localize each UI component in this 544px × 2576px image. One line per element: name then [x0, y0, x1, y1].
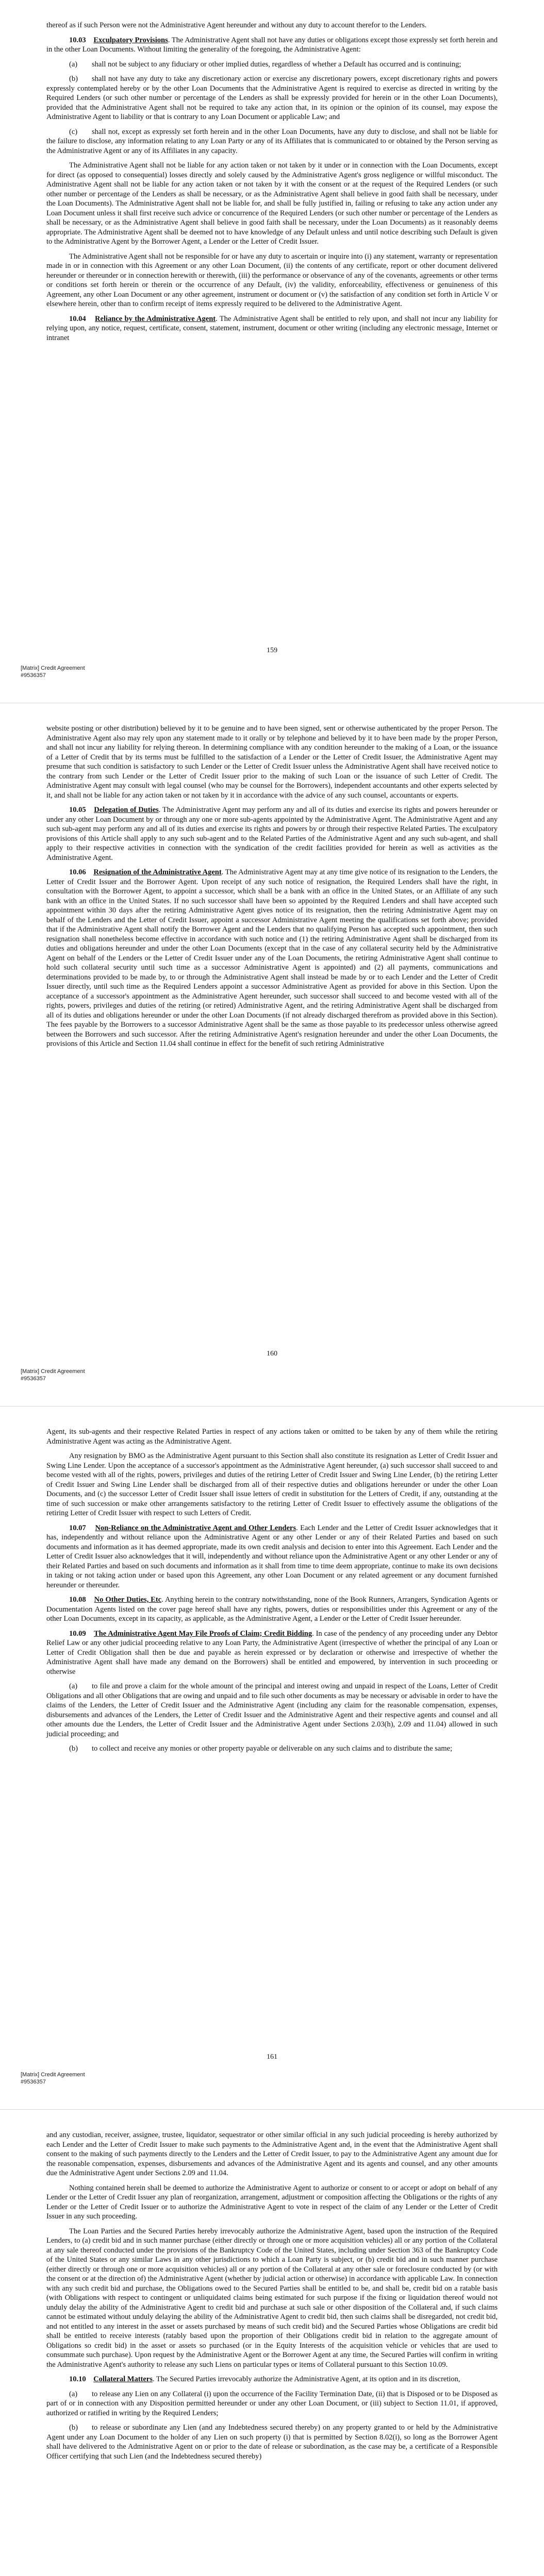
- section-text: . Each Lender and the Letter of Credit Issuer acknowledges that it has, independently and without reliance upon the Administrative Agent or any other Lender or any of their Related Parties and based on such documents and information as it has deemed appropriate, made its own credit analysis and decision to enter into this Agreement. Each Lender and the Letter of Credit Issuer also acknowledges that it will, independently and without reliance upon the Administrative Agent or any other Lender or any of their Related Parties and based on such documents and information as it shall from time to time deem appropriate, continue to make its own decisions in taking or not taking action under or based upon this Agreement, any other Loan Document or any related agreement or any document furnished hereunder or thereunder.: [46, 1523, 498, 1589]
- page: [0, 0, 544, 703]
- section-paragraph: [46, 1523, 498, 1590]
- section-heading: The Administrative Agent May File Proofs of Claim; Credit Bidding: [94, 1629, 312, 1638]
- list-item-label: (a): [69, 2389, 78, 2398]
- list-item: [46, 2423, 498, 2461]
- page-footer: [21, 1368, 85, 1382]
- section-number: 10.09: [69, 1629, 86, 1638]
- page: [0, 1406, 544, 2110]
- page: [0, 2110, 544, 2576]
- page: [0, 703, 544, 1406]
- page-body: [46, 1427, 498, 1754]
- section-number: 10.07: [69, 1523, 86, 1532]
- body-paragraph: The Loan Parties and the Secured Parties hereby irrevocably authorize the Administrative Agent, based upon the instruction of the Required Lenders, to (a) credit bid and in such manner purchase (either directly or through one or more acquisition vehicles) all or any portion of the Collateral at any sale thereof conducted under the provisions of the Bankruptcy Code of the United States, including under Section 363 of the Bankruptcy Code of the United States or any similar Laws in any other jurisdictions to which a Loan Party is subject, or (b) credit bid and in such manner purchase (either directly or through one or more acquisition vehicles) all or any portion of the Collateral at any other sale or foreclosure conducted by (or with the consent or at the direction of) the Administrative Agent (whether by judicial action or otherwise) in accordance with applicable Law. In connection with any such credit bid and purchase, the Obligations owed to the Secured Parties shall be entitled to be, and shall be, credit bid on a ratable basis (with Obligations with respect to contingent or unliquidated claims being estimated for such purpose if the fixing or liquidation thereof would not unduly delay the ability of the Administrative Agent to credit bid and purchase at such sale or other disposition of the Collateral and, if such claims cannot be estimated without unduly delaying the ability of the Administrative Agent to credit bid, then such claims shall be disregarded, not credit bid, and not entitled to any interest in the asset or assets purchased by means of such credit bid) and the Secured Parties whose Obligations are credit bid shall be entitled to receive interests (ratably based upon the proportion of their Obligations credit bid in relation to the aggregate amount of Obligations so credit bid) in the asset or assets so purchased (or in the Equity Interests of the acquisition vehicle or vehicles that are used to consummate such purchase). Upon request by the Administrative Agent or the Borrower Agent at any time, the Secured Parties will confirm in writing the Administrative Agent's authority to release any such Liens on particular types or items of Collateral pursuant to this Section 10.09.: [46, 2227, 498, 2369]
- section-number: 10.04: [69, 314, 86, 323]
- list-item: [46, 127, 498, 156]
- list-item-label: (b): [69, 2424, 78, 2432]
- list-item-label: (b): [69, 75, 78, 83]
- section-paragraph: [46, 1629, 498, 1677]
- list-item-label: (b): [69, 1744, 78, 1753]
- footer-document-title: [Matrix] Credit Agreement: [21, 1368, 85, 1375]
- section-heading: No Other Duties, Etc: [94, 1596, 162, 1604]
- section-text: . In case of the pendency of any proceeding under any Debtor Relief Law or any other judicial proceeding relative to any Loan Party, the Administrative Agent (irrespective of whether the principal of any Loan or Letter of Credit Obligation shall then be due and payable as herein expressed or by declaration or otherwise and irrespective of whether the Administrative Agent shall have made any demand on the Borrowers) shall be entitled and empowered, by intervention in such proceeding or otherwise: [46, 1629, 498, 1676]
- section-text: . The Administrative Agent shall be entitled to rely upon, and shall not incur any liability for relying upon, any notice, request, certificate, consent, statement, instrument, document or other writing (including any electronic message, Internet or intranet: [46, 314, 498, 342]
- section-paragraph: [46, 2375, 498, 2384]
- list-item-text: to collect and receive any monies or other property payable or deliverable on any such claims and to distribute the same;: [92, 1744, 452, 1753]
- list-item: [46, 1744, 498, 1754]
- section-heading: Non-Reliance on the Administrative Agent and Other Lenders: [95, 1523, 296, 1532]
- page-body: [46, 724, 498, 1049]
- section-heading: Collateral Matters: [93, 2375, 153, 2383]
- section-heading: Delegation of Duties: [94, 806, 159, 814]
- page-number: 159: [267, 647, 277, 654]
- list-item-text: to release any Lien on any Collateral (i) upon the occurrence of the Facility Termination Date, (ii) that is Disposed or to be Disposed as part of or in connection with any Disposition permitted hereunder or under any other Loan Document, or (iii) subject to Section 11.01, if approved, authorized or ratified in writing by the Required Lenders;: [46, 2389, 498, 2417]
- section-paragraph: [46, 868, 498, 1049]
- section-number: 10.06: [69, 868, 86, 876]
- page-footer: [21, 665, 85, 679]
- list-item-text: shall not be subject to any fiduciary or other implied duties, regardless of whether a Default has occurred and is continuing;: [92, 60, 461, 69]
- section-number: 10.05: [69, 806, 86, 814]
- footer-document-id: #9536357: [21, 672, 46, 679]
- list-item: [46, 60, 498, 70]
- section-number: 10.03: [69, 36, 86, 44]
- body-paragraph: Any resignation by BMO as the Administrative Agent pursuant to this Section shall also constitute its resignation as Letter of Credit Issuer and Swing Line Lender. Upon the acceptance of a successor's appointment as the Administrative Agent hereunder, (a) such successor shall succeed to and become vested with all of the rights, powers, privileges and duties of the retiring Letter of Credit Issuer and Swing Line Lender, (b) the retiring Letter of Credit Issuer and Swing Line Lender shall be discharged from all of their respective duties and obligations hereunder or under the other Loan Documents, and (c) the successor Letter of Credit Issuer shall issue letters of credit in substitution for the Letters of Credit, if any, outstanding at the time of such succession or make other arrangements satisfactory to the retiring Letter of Credit Issuer to effectively assume the obligations of the retiring Letter of Credit Issuer with respect to such Letters of Credit.: [46, 1452, 498, 1517]
- section-text: . The Administrative Agent shall not have any duties or obligations except those expressly set forth herein and in the other Loan Documents. Without limiting the generality of the foregoing, the Administrative Agent:: [46, 36, 498, 54]
- list-item: [46, 74, 498, 122]
- section-number: 10.10: [69, 2375, 86, 2383]
- list-item-text: shall not, except as expressly set forth herein and in the other Loan Documents, have any duty to disclose, and shall not be liable for the failure to disclose, any information relating to any Loan Party or any of its Affiliates that is communicated to or obtained by the Person serving as the Administrative Agent or any of its Affiliates in any capacity.: [46, 127, 498, 155]
- section-paragraph: [46, 1595, 498, 1624]
- section-paragraph: [46, 36, 498, 55]
- body-paragraph: thereof as if such Person were not the Administrative Agent hereunder and without any duty to account therefor to the Lenders.: [46, 21, 427, 29]
- section-text: . The Administrative Agent may at any time give notice of its resignation to the Lenders, the Letter of Credit Issuer and the Borrower Agent. Upon receipt of any such notice of resignation, the Required Lenders shall have the right, in consultation with the Borrower Agent, to appoint a successor, which shall be a bank with an office in the United States, or an Affiliate of any such bank with an office in the United States. If no such successor shall have been so appointed by the Required Lenders and shall have accepted such appointment within 30 days after the retiring Administrative Agent gives notice of its resignation, then the retiring Administrative Agent may on behalf of the Lenders and the Letter of Credit Issuer, appoint a successor Administrative Agent meeting the qualifications set forth above; provided that if the Administrative Agent shall notify the Borrower Agent and the Lenders that no qualifying Person has accepted such appointment, then such resignation shall nonetheless become effective in accordance with such notice and (1) the retiring Administrative Agent shall be discharged from its duties and obligations hereunder and under the other Loan Documents (except that in the case of any collateral security held by the Administrative Agent on behalf of the Lenders or the Letter of Credit Issuer under any of the Loan Documents, the retiring Administrative Agent shall continue to hold such collateral security until such time as a successor Administrative Agent is appointed) and (2) all payments, communications and determinations provided to be made by, to or through the Administrative Agent shall instead be made by or to each Lender and the Letter of Credit Issuer directly, until such time as the Required Lenders appoint a successor Administrative Agent as provided for above in this Section. Upon the acceptance of a successor's appointment as the Administrative Agent hereunder, such successor shall succeed to and become vested with all of the rights, powers, privileges and duties of the retiring (or retired) Administrative Agent, and the retiring Administrative Agent shall be discharged from all of its duties and obligations hereunder or under the other Loan Documents (if not already discharged therefrom as provided above in this Section). The fees payable by the Borrowers to a successor Administrative Agent shall be the same as those payable to its predecessor unless otherwise agreed between the Borrowers and such successor. After the retiring Administrative Agent's resignation hereunder and under the other Loan Documents, the provisions of this Article and Section 11.04 shall continue in effect for the benefit of such retiring Administrative: [46, 868, 498, 1048]
- footer-document-id: #9536357: [21, 1376, 46, 1382]
- body-paragraph: website posting or other distribution) believed by it to be genuine and to have been signed, sent or otherwise authenticated by the proper Person. The Administrative Agent also may rely upon any statement made to it orally or by telephone and believed by it to have been made by the proper Person, and shall not incur any liability for relying thereon. In determining compliance with any condition hereunder to the making of a Loan, or the issuance of a Letter of Credit that by its terms must be fulfilled to the satisfaction of a Lender or the Letter of Credit Issuer, the Administrative Agent may presume that such condition is satisfactory to such Lender or the Letter of Credit Issuer unless the Administrative Agent shall have received notice to the contrary from such Lender or the Letter of Credit Issuer prior to the making of such Loan or the issuance of such Letter of Credit. The Administrative Agent may consult with legal counsel (who may be counsel for the Borrowers), independent accountants and other experts selected by it, and shall not be liable for any action taken or not taken by it in accordance with the advice of any such counsel, accountants or experts.: [46, 724, 498, 800]
- section-text: . The Secured Parties irrevocably authorize the Administrative Agent, at its option and in its discretion,: [152, 2375, 460, 2383]
- section-text: . Anything herein to the contrary notwithstanding, none of the Book Runners, Arrangers, Syndication Agents or Documentation Agents listed on the cover page hereof shall have any rights, powers, duties or responsibilities under this Agreement or any of the other Loan Documents, except in its capacity, as applicable, as the Administrative Agent, a Lender or the Letter of Credit Issuer hereunder.: [46, 1596, 498, 1623]
- body-paragraph: and any custodian, receiver, assignee, trustee, liquidator, sequestrator or other similar official in any such judicial proceeding is hereby authorized by each Lender and the Letter of Credit Issuer to make such payments to the Administrative Agent and, in the event that the Administrative Agent shall consent to the making of such payments directly to the Lenders and the Letter of Credit Issuer, to pay to the Administrative Agent any amount due for the reasonable compensation, expenses, disbursements and advances of the Administrative Agent and its agents and counsel, and any other amounts due the Administrative Agent under Sections 2.09 and 11.04.: [46, 2131, 498, 2177]
- section-heading: Reliance by the Administrative Agent: [95, 314, 216, 323]
- footer-document-id: #9536357: [21, 2079, 46, 2085]
- body-paragraph: The Administrative Agent shall not be responsible for or have any duty to ascertain or inquire into (i) any statement, warranty or representation made in or in connection with this Agreement or any other Loan Document, (ii) the contents of any certificate, report or other document delivered hereunder or thereunder or in connection herewith or therewith, (iii) the performance or observance of any of the covenants, agreements or other terms or conditions set forth herein or therein or the occurrence of any Default, (iv) the validity, enforceability, effectiveness or genuineness of this Agreement, any other Loan Document or any other agreement, instrument or document or (v) the satisfaction of any condition set forth in Article V or elsewhere herein, other than to confirm receipt of items expressly required to be delivered to the Administrative Agent.: [46, 252, 498, 308]
- list-item-label: (a): [69, 1682, 78, 1690]
- section-number: 10.08: [69, 1596, 86, 1604]
- list-item-label: (a): [69, 60, 78, 69]
- section-heading: Resignation of the Administrative Agent: [93, 868, 222, 876]
- section-text: . The Administrative Agent may perform any and all of its duties and exercise its rights and powers hereunder or under any other Loan Document by or through any one or more sub-agents appointed by the Administrative Agent. The Administrative Agent and any such sub-agent may perform any and all of its duties and exercise its rights and powers by or through their respective Related Parties. The exculpatory provisions of this Article shall apply to any such sub-agent and to the Related Parties of the Administrative Agent and any such sub-agent, and shall apply to their respective activities in connection with the syndication of the credit facilities provided for herein as well as activities as the Administrative Agent.: [46, 806, 498, 862]
- section-paragraph: [46, 805, 498, 862]
- section-heading: Exculpatory Provisions: [93, 36, 168, 44]
- page-number: 160: [267, 1350, 277, 1358]
- body-paragraph: The Administrative Agent shall not be liable for any action taken or not taken by it under or in connection with the Loan Documents, except for direct (as opposed to consequential) losses directly and solely caused by the Administrative Agent's gross negligence or willful misconduct. The Administrative Agent shall not be liable for any action taken or not taken by it with the consent or at the request of the Required Lenders (or such other number or percentage of the Lenders as shall be necessary, or as the Administrative Agent shall believe in good faith shall be necessary, under the Loan Documents). The Administrative Agent shall not be liable for, and shall be fully justified in, failing or refusing to take any action under any Loan Document unless it shall first receive such advice or concurrence of the Required Lenders (or such other number or percentage of the Lenders as shall be necessary, or as the Administrative Agent shall believe in good faith shall be necessary, under the Loan Documents) as it reasonably deems appropriate. The Administrative Agent shall be deemed not to have knowledge of any Default unless and until notice describing such Default is given to the Administrative Agent by the Borrower Agent, a Lender or the Letter of Credit Issuer.: [46, 161, 498, 246]
- page-body: [46, 21, 498, 343]
- list-item-text: to file and prove a claim for the whole amount of the principal and interest owing and unpaid in respect of the Loans, Letter of Credit Obligations and all other Obligations that are owing and unpaid and to file such other documents as may be necessary or advisable in order to have the claims of the Lenders, the Letter of Credit Issuer and the Administrative Agent (including any claim for the reasonable compensation, expenses, disbursements and advances of the Lenders, the Letter of Credit Issuer and the Administrative Agent and their respective agents and counsel and all other amounts due the Lenders, the Letter of Credit Issuer and the Administrative Agent under Sections 2.03(h), 2.09 and 11.04) allowed in such judicial proceeding; and: [46, 1682, 498, 1738]
- list-item-text: to release or subordinate any Lien (and any Indebtedness secured thereby) on any property granted to or held by the Administrative Agent under any Loan Document to the holder of any Lien on such property (i) that is permitted by Section 8.02(i), so long as the Borrower Agent shall have delivered to the Administrative Agent on or prior to the date of release or subordination, as the case may be, a certificate of a Responsible Officer certifying that such Lien (and the Indebtedness secured thereby): [46, 2424, 498, 2461]
- list-item: [46, 2389, 498, 2418]
- page-footer: [21, 2071, 85, 2086]
- page-body: [46, 2130, 498, 2461]
- section-paragraph: [46, 314, 498, 343]
- list-item-text: shall not have any duty to take any discretionary action or exercise any discretionary powers, except discretionary rights and powers expressly contemplated hereby or by the other Loan Documents that the Administrative Agent is required to exercise as directed in writing by the Required Lenders (or such other number or percentage of the Lenders as shall be expressly provided for herein or in the other Loan Documents), provided that the Administrative Agent shall not be required to take any action that, in its opinion or the opinion of its counsel, may expose the Administrative Agent to liability or that is contrary to any Loan Document or applicable Law; and: [46, 75, 498, 121]
- page-number: 161: [267, 2053, 277, 2061]
- footer-document-title: [Matrix] Credit Agreement: [21, 665, 85, 671]
- body-paragraph: Nothing contained herein shall be deemed to authorize the Administrative Agent to authorize or consent to or accept or adopt on behalf of any Lender or the Letter of Credit Issuer any plan of reorganization, arrangement, adjustment or composition affecting the Obligations or the rights of any Lender or the Letter of Credit Issuer or to authorize the Administrative Agent to vote in respect of the claim of any Lender or the Letter of Credit Issuer in any such proceeding.: [46, 2183, 498, 2221]
- list-item-label: (c): [69, 127, 78, 136]
- list-item: [46, 1682, 498, 1739]
- body-paragraph: Agent, its sub-agents and their respective Related Parties in respect of any actions taken or omitted to be taken by any of them while the retiring Administrative Agent was acting as the Administrative Agent.: [46, 1428, 498, 1446]
- footer-document-title: [Matrix] Credit Agreement: [21, 2072, 85, 2078]
